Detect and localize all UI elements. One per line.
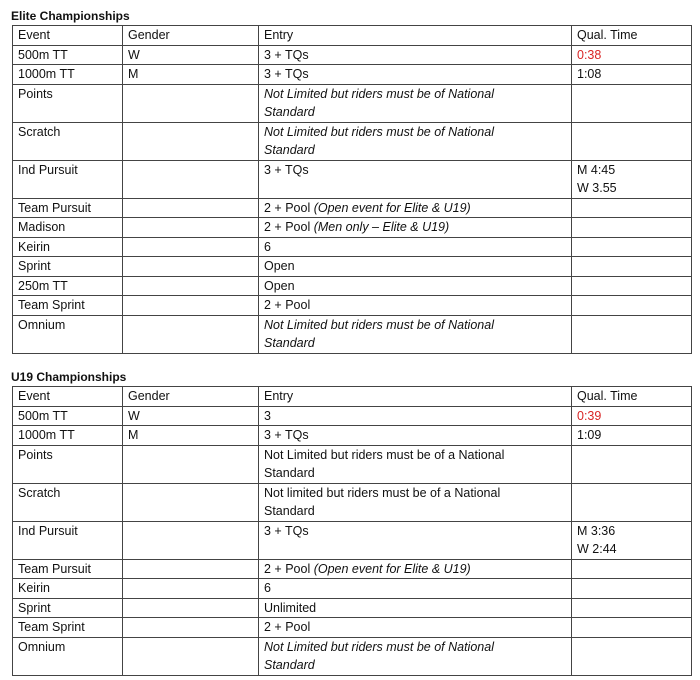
table-row — [13, 198, 692, 218]
entry-cell — [259, 579, 572, 599]
entry-line: Not Limited but riders must be of National — [264, 317, 494, 332]
entry-cell — [259, 45, 572, 65]
event-cell: 500m TT — [13, 406, 123, 426]
elite-table — [12, 25, 692, 354]
gender-cell — [123, 160, 259, 198]
event-cell: Scratch — [13, 483, 123, 521]
gender-cell — [123, 445, 259, 483]
column-header: Event — [13, 26, 123, 46]
event-cell: Team Sprint — [13, 618, 123, 638]
entry-line: Standard — [264, 143, 315, 157]
entry-text: 3 + TQs — [264, 47, 309, 62]
entry-cell — [259, 618, 572, 638]
table-row — [13, 559, 692, 579]
event-cell: Ind Pursuit — [13, 521, 123, 559]
event-cell: Keirin — [13, 237, 123, 257]
entry-cell — [259, 406, 572, 426]
column-header: Entry — [259, 26, 572, 46]
event-cell: Points — [13, 445, 123, 483]
event-cell: Team Sprint — [13, 296, 123, 316]
entry-text: 3 + TQs — [264, 428, 309, 442]
event-cell: Madison — [13, 218, 123, 238]
entry-text: 2 + Pool — [264, 298, 311, 312]
event-cell: Sprint — [13, 257, 123, 277]
qual-time: 0:38 — [577, 47, 602, 62]
entry-line: Not Limited but riders must be of National — [264, 86, 494, 101]
gender-cell — [123, 276, 259, 296]
gender-cell — [123, 598, 259, 618]
table-row — [13, 521, 692, 559]
entry-text: 3 + TQs — [264, 523, 309, 538]
gender-cell: W — [123, 45, 259, 65]
qual-time-cell — [572, 218, 692, 238]
column-header: Gender — [123, 387, 259, 407]
table-header-row — [13, 387, 692, 407]
event-cell: Sprint — [13, 598, 123, 618]
gender-cell — [123, 618, 259, 638]
entry-line: Not Limited but riders must be of National — [264, 639, 494, 654]
table-row — [13, 579, 692, 599]
entry-cell — [259, 598, 572, 618]
qual-time-cell — [572, 637, 692, 675]
qual-time-cell — [572, 426, 692, 446]
entry-note: (Men only – Elite & U19) — [313, 220, 450, 234]
table-row — [13, 406, 692, 426]
gender-cell — [123, 84, 259, 122]
entry-cell — [259, 445, 572, 483]
entry-cell — [259, 426, 572, 446]
table-row — [13, 45, 692, 65]
table-row — [13, 237, 692, 257]
table-row — [13, 618, 692, 638]
entry-line: Not Limited but riders must be of a National — [264, 447, 505, 462]
entry-cell — [259, 296, 572, 316]
gender-cell — [123, 296, 259, 316]
entry-cell — [259, 65, 572, 85]
table-header-row — [13, 26, 692, 46]
gender-cell — [123, 483, 259, 521]
table-row — [13, 445, 692, 483]
column-header: Qual. Time — [572, 387, 692, 407]
column-header: Event — [13, 387, 123, 407]
table-row — [13, 257, 692, 277]
entry-note: (Open event for Elite & U19) — [313, 561, 471, 576]
qual-time-cell — [572, 618, 692, 638]
entry-cell — [259, 198, 572, 218]
gender-cell — [123, 122, 259, 160]
qual-time-cell — [572, 521, 692, 559]
qual-time: 1:08 — [577, 67, 602, 81]
entry-cell — [259, 84, 572, 122]
gender-cell — [123, 637, 259, 675]
event-cell: 1000m TT — [13, 65, 123, 85]
gender-cell — [123, 198, 259, 218]
event-cell: Ind Pursuit — [13, 160, 123, 198]
qual-time: 0:39 — [577, 408, 602, 423]
entry-cell — [259, 315, 572, 353]
entry-text: 3 — [264, 408, 271, 423]
entry-cell — [259, 218, 572, 238]
gender-cell — [123, 579, 259, 599]
qual-time-cell — [572, 483, 692, 521]
entry-text: 2 + Pool — [264, 561, 311, 576]
event-cell: Omnium — [13, 315, 123, 353]
qual-time-cell — [572, 315, 692, 353]
table-row — [13, 483, 692, 521]
elite-section-title: Elite Championships — [11, 9, 130, 23]
qual-time-cell — [572, 579, 692, 599]
qual-time-cell — [572, 198, 692, 218]
entry-text: 3 + TQs — [264, 67, 309, 81]
gender-cell — [123, 237, 259, 257]
table-row — [13, 122, 692, 160]
event-cell: 500m TT — [13, 45, 123, 65]
table-row — [13, 296, 692, 316]
event-cell: Scratch — [13, 122, 123, 160]
column-header: Gender — [123, 26, 259, 46]
gender-cell — [123, 521, 259, 559]
qual-time-cell — [572, 45, 692, 65]
entry-cell — [259, 276, 572, 296]
entry-line: Not limited but riders must be of a National — [264, 485, 501, 500]
qual-time: M 4:45 — [577, 162, 616, 177]
entry-line: Standard — [264, 658, 315, 672]
table-row — [13, 598, 692, 618]
qual-time: 1:09 — [577, 428, 602, 442]
event-cell: Points — [13, 84, 123, 122]
event-cell: Team Pursuit — [13, 559, 123, 579]
gender-cell: W — [123, 406, 259, 426]
table-row — [13, 160, 692, 198]
spacer — [264, 540, 566, 559]
qual-time-cell — [572, 445, 692, 483]
table-row — [13, 637, 692, 675]
qual-time-cell — [572, 257, 692, 277]
entry-cell — [259, 521, 572, 559]
entry-cell — [259, 637, 572, 675]
u19-section-title: U19 Championships — [11, 370, 127, 384]
qual-time-cell — [572, 276, 692, 296]
entry-text: 2 + Pool — [264, 620, 311, 634]
u19-table — [12, 386, 692, 676]
event-cell: 1000m TT — [13, 426, 123, 446]
event-cell: Keirin — [13, 579, 123, 599]
gender-cell — [123, 257, 259, 277]
table-row — [13, 276, 692, 296]
entry-cell — [259, 483, 572, 521]
qual-time-cell — [572, 160, 692, 198]
event-cell: Omnium — [13, 637, 123, 675]
gender-cell: M — [123, 65, 259, 85]
qual-time-cell — [572, 598, 692, 618]
entry-text: 2 + Pool — [264, 200, 311, 215]
entry-text: 6 — [264, 581, 271, 595]
entry-text: Open — [264, 278, 295, 293]
table-row — [13, 315, 692, 353]
column-header: Qual. Time — [572, 26, 692, 46]
entry-cell — [259, 559, 572, 579]
table-row — [13, 426, 692, 446]
qual-time-cell — [572, 296, 692, 316]
entry-line: Standard — [264, 466, 315, 480]
qual-time: W 3.55 — [577, 181, 617, 195]
entry-cell — [259, 257, 572, 277]
gender-cell: M — [123, 426, 259, 446]
qual-time-cell — [572, 84, 692, 122]
qual-time: M 3:36 — [577, 523, 616, 538]
entry-text: 6 — [264, 239, 271, 254]
entry-cell — [259, 160, 572, 198]
entry-text: Open — [264, 259, 295, 273]
gender-cell — [123, 315, 259, 353]
entry-text: 3 + TQs — [264, 162, 309, 177]
column-header: Entry — [259, 387, 572, 407]
table-row — [13, 84, 692, 122]
event-cell: 250m TT — [13, 276, 123, 296]
qual-time-cell — [572, 65, 692, 85]
entry-text: Unlimited — [264, 600, 317, 615]
entry-cell — [259, 122, 572, 160]
entry-cell — [259, 237, 572, 257]
entry-line: Not Limited but riders must be of National — [264, 124, 494, 139]
entry-line: Standard — [264, 504, 315, 518]
entry-note: (Open event for Elite & U19) — [313, 200, 471, 215]
gender-cell — [123, 559, 259, 579]
qual-time: W 2:44 — [577, 542, 617, 556]
table-row — [13, 218, 692, 238]
gender-cell — [123, 218, 259, 238]
qual-time-cell — [572, 122, 692, 160]
qual-time-cell — [572, 406, 692, 426]
entry-text: 2 + Pool — [264, 220, 311, 234]
event-cell: Team Pursuit — [13, 198, 123, 218]
qual-time-cell — [572, 237, 692, 257]
spacer — [264, 179, 566, 198]
table-row — [13, 65, 692, 85]
entry-line: Standard — [264, 105, 315, 119]
qual-time-cell — [572, 559, 692, 579]
entry-line: Standard — [264, 336, 315, 350]
